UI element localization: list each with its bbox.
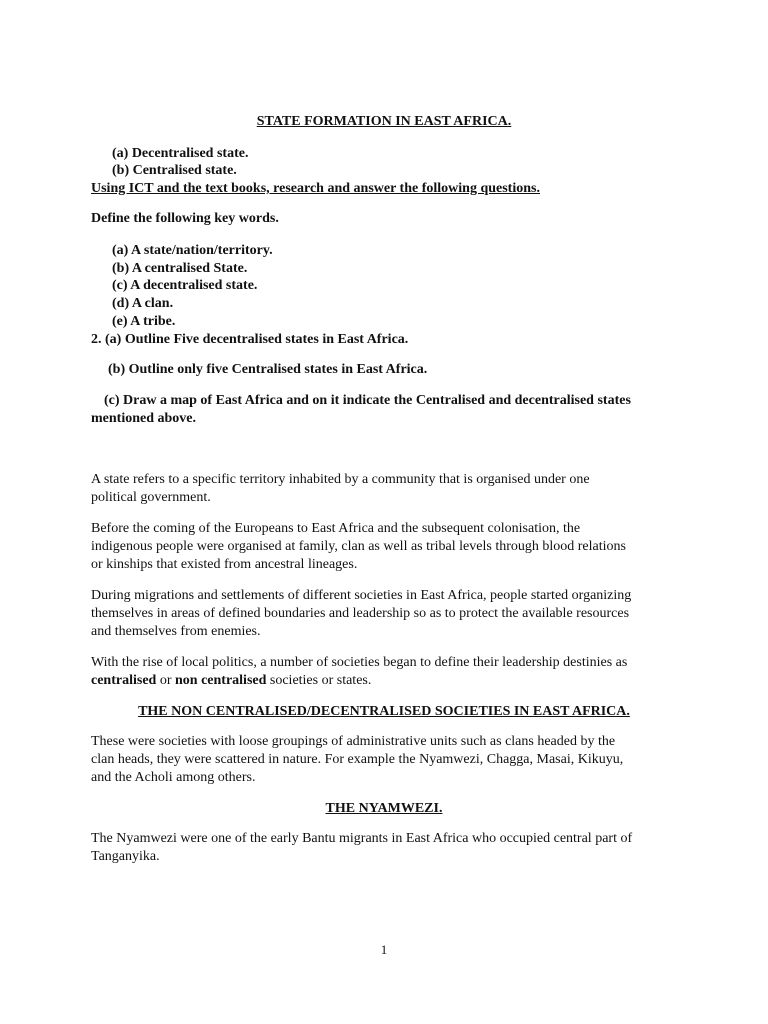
paragraph-5-line-3: and the Acholi among others. — [91, 770, 256, 785]
paragraph-3-line-2: themselves in areas of defined boundaries and leadership so as to protect the available resources — [91, 606, 630, 621]
intro-item-a: (a) Decentralised state. — [112, 146, 249, 161]
intro-item-b: (b) Centralised state. — [112, 163, 237, 178]
paragraph-3-line-1: During migrations and settlements of different societies in East Africa, people started organizing — [91, 588, 632, 603]
paragraph-4-tail: societies or states. — [266, 673, 372, 688]
section-heading-decentralised: THE NON CENTRALISED/DECENTRALISED SOCIETIES IN EAST AFRICA. — [138, 704, 630, 719]
q1-item-e: (e) A tribe. — [112, 314, 176, 329]
instruction-text: Using ICT and the text books, research and answer the following questions. — [91, 181, 540, 196]
paragraph-1-line-2: political government. — [91, 490, 211, 505]
question-2b: (b) Outline only five Centralised states in East Africa. — [108, 362, 428, 377]
section-heading-nyamwezi: THE NYAMWEZI. — [325, 801, 443, 816]
question-2c-line-2: mentioned above. — [91, 411, 196, 426]
q1-item-a: (a) A state/nation/territory. — [112, 243, 273, 258]
page-number: 1 — [380, 942, 388, 957]
paragraph-5-line-2: clan heads, they were scattered in nature. For example the Nyamwezi, Chagga, Masai, Kikuyu, — [91, 752, 624, 767]
paragraph-4-line-2 — [91, 672, 371, 690]
question-2a: 2. (a) Outline Five decentralised states in East Africa. — [91, 332, 409, 347]
paragraph-2-line-3: or kinships that existed from ancestral lineages. — [91, 557, 358, 572]
paragraph-1-line-1: A state refers to a specific territory inhabited by a community that is organised under one — [91, 472, 590, 487]
paragraph-2-line-1: Before the coming of the Europeans to East Africa and the subsequent colonisation, the — [91, 521, 581, 536]
page-title: STATE FORMATION IN EAST AFRICA. — [256, 114, 512, 129]
q1-item-d: (d) A clan. — [112, 296, 174, 311]
paragraph-3-line-3: and themselves from enemies. — [91, 624, 261, 639]
paragraph-2-line-2: indigenous people were organised at family, clan as well as tribal levels through blood relations — [91, 539, 626, 554]
q1-item-b: (b) A centralised State. — [112, 261, 248, 276]
paragraph-6-line-1: The Nyamwezi were one of the early Bantu migrants in East Africa who occupied central part of — [91, 831, 633, 846]
paragraph-6-line-2: Tanganyika. — [91, 849, 160, 864]
q1-heading: Define the following key words. — [91, 211, 279, 226]
term-non-centralised: non centralised — [175, 673, 267, 688]
q1-item-c: (c) A decentralised state. — [112, 278, 258, 293]
question-2c-line-1: (c) Draw a map of East Africa and on it indicate the Centralised and decentralised states — [104, 393, 631, 408]
paragraph-4-line-1: With the rise of local politics, a number of societies began to define their leadership destinies as — [91, 655, 628, 670]
term-centralised: centralised — [91, 673, 157, 688]
connector-text: or — [156, 673, 175, 688]
paragraph-5-line-1: These were societies with loose groupings of administrative units such as clans headed by the — [91, 734, 616, 749]
